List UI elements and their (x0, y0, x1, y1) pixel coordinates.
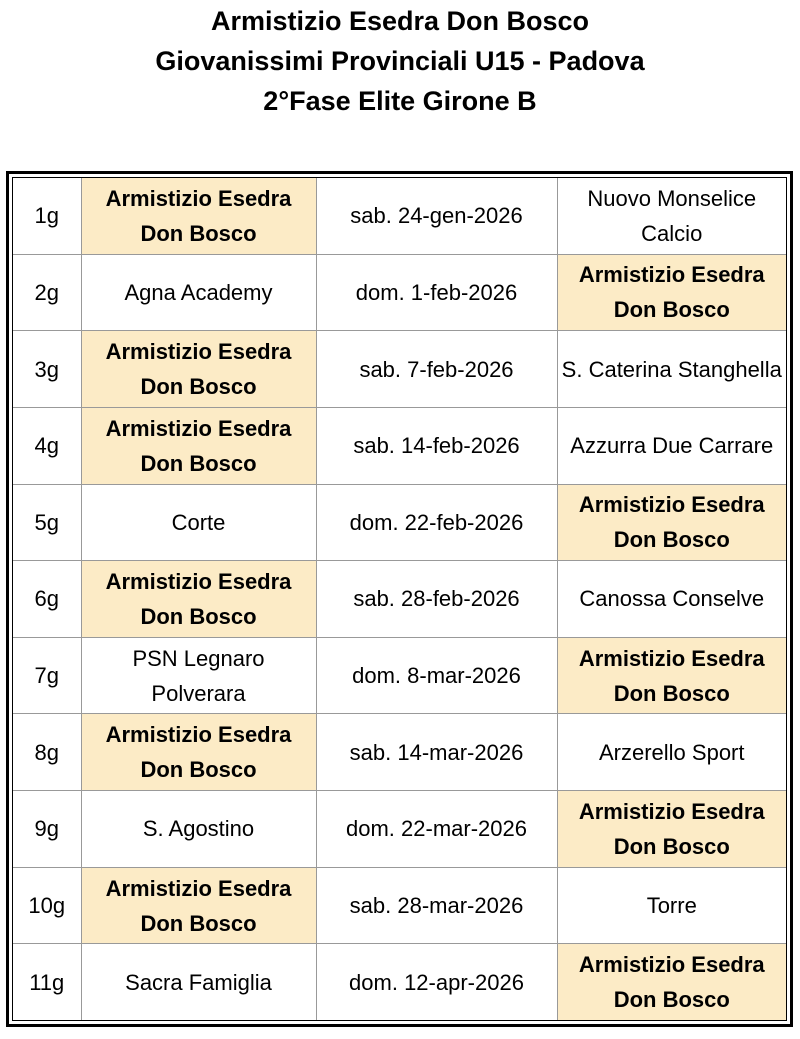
date-cell: sab. 28-feb-2026 (316, 561, 557, 638)
round-cell: 4g (13, 407, 81, 484)
away-team-cell: Torre (557, 867, 786, 944)
away-team-cell: S. Caterina Stanghella (557, 331, 786, 408)
match-row (13, 714, 786, 791)
home-team-cell: PSN Legnaro Polverara (81, 637, 316, 714)
home-team-cell: Armistizio Esedra Don Bosco (81, 561, 316, 638)
round-cell: 1g (13, 178, 81, 254)
round-cell: 2g (13, 254, 81, 331)
away-team-cell: Canossa Conselve (557, 561, 786, 638)
round-cell: 7g (13, 637, 81, 714)
home-team-cell: Armistizio Esedra Don Bosco (81, 331, 316, 408)
date-cell: sab. 7-feb-2026 (316, 331, 557, 408)
title-club: Armistizio Esedra Don Bosco (210, 6, 590, 36)
away-team-cell: Nuovo Monselice Calcio (557, 178, 786, 254)
round-cell: 10g (13, 867, 81, 944)
away-team-cell: Armistizio Esedra Don Bosco (557, 254, 786, 331)
away-team-cell: Azzurra Due Carrare (557, 407, 786, 484)
schedule-frame (6, 171, 793, 1027)
schedule-table (13, 178, 786, 1020)
round-cell: 6g (13, 561, 81, 638)
date-cell: sab. 24-gen-2026 (316, 178, 557, 254)
match-row (13, 944, 786, 1020)
match-row (13, 178, 786, 254)
title-phase: 2°Fase Elite Girone B (263, 86, 537, 116)
date-cell: dom. 1-feb-2026 (316, 254, 557, 331)
away-team-cell: Armistizio Esedra Don Bosco (557, 944, 786, 1020)
home-team-cell: Armistizio Esedra Don Bosco (81, 867, 316, 944)
match-row (13, 254, 786, 331)
home-team-cell: Armistizio Esedra Don Bosco (81, 178, 316, 254)
round-cell: 11g (13, 944, 81, 1020)
home-team-cell: S. Agostino (81, 791, 316, 868)
away-team-cell: Arzerello Sport (557, 714, 786, 791)
round-cell: 9g (13, 791, 81, 868)
round-cell: 8g (13, 714, 81, 791)
date-cell: dom. 12-apr-2026 (316, 944, 557, 1020)
date-cell: sab. 14-feb-2026 (316, 407, 557, 484)
home-team-cell: Agna Academy (81, 254, 316, 331)
match-row (13, 561, 786, 638)
page-header (0, 0, 800, 120)
match-row (13, 484, 786, 561)
match-row (13, 867, 786, 944)
match-row (13, 407, 786, 484)
date-cell: sab. 28-mar-2026 (316, 867, 557, 944)
away-team-cell: Armistizio Esedra Don Bosco (557, 637, 786, 714)
home-team-cell: Armistizio Esedra Don Bosco (81, 407, 316, 484)
home-team-cell: Corte (81, 484, 316, 561)
round-cell: 5g (13, 484, 81, 561)
home-team-cell: Armistizio Esedra Don Bosco (81, 714, 316, 791)
date-cell: dom. 22-feb-2026 (316, 484, 557, 561)
match-row (13, 791, 786, 868)
round-cell: 3g (13, 331, 81, 408)
home-team-cell: Sacra Famiglia (81, 944, 316, 1020)
date-cell: dom. 8-mar-2026 (316, 637, 557, 714)
title-league: Giovanissimi Provinciali U15 - Padova (155, 46, 645, 76)
match-row (13, 331, 786, 408)
away-team-cell: Armistizio Esedra Don Bosco (557, 484, 786, 561)
match-row (13, 637, 786, 714)
away-team-cell: Armistizio Esedra Don Bosco (557, 791, 786, 868)
date-cell: dom. 22-mar-2026 (316, 791, 557, 868)
date-cell: sab. 14-mar-2026 (316, 714, 557, 791)
